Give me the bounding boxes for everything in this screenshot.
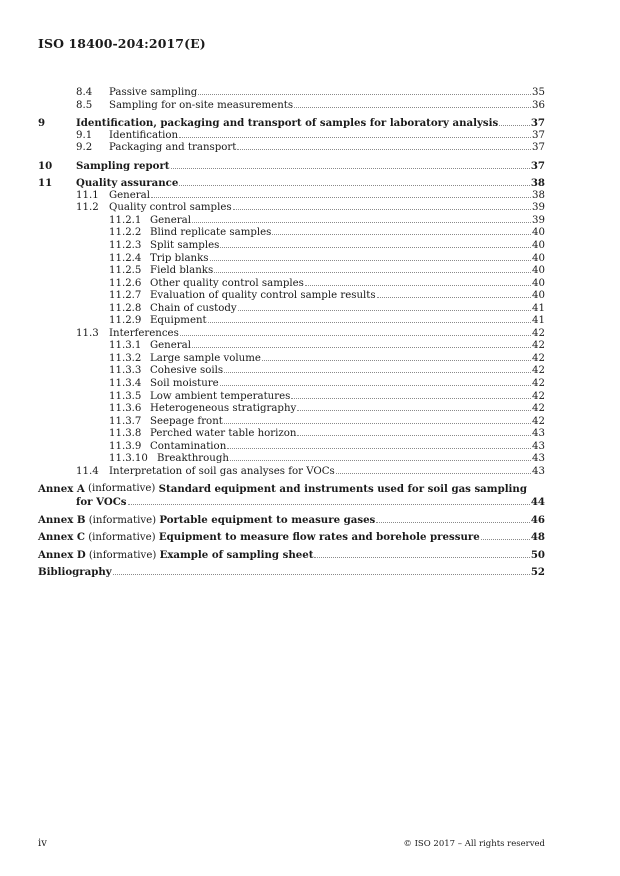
annex-kind: (informative) xyxy=(88,514,157,526)
dot-leader xyxy=(314,557,529,558)
toc-page: 42 xyxy=(532,352,545,364)
toc-title: General xyxy=(150,214,191,226)
toc-entry-11-3-6[interactable] xyxy=(38,403,545,416)
toc-page: 39 xyxy=(532,214,545,226)
dot-leader xyxy=(233,209,531,210)
annex-kind: (informative) xyxy=(87,483,156,495)
annex-label: Annex C xyxy=(38,531,85,544)
toc-title: Blind replicate samples xyxy=(150,227,272,239)
toc-entry-11-2-9[interactable] xyxy=(38,315,545,328)
copyright-notice: © ISO 2017 – All rights reserved xyxy=(403,839,545,849)
toc-number: 11.2.6 xyxy=(109,277,142,289)
annex-label: Annex A xyxy=(38,483,85,496)
annex-kind: (informative) xyxy=(88,549,157,561)
toc-entry-bibliography[interactable] xyxy=(38,566,545,579)
toc-title: Quality control samples xyxy=(109,202,232,214)
toc-page: 40 xyxy=(532,227,545,239)
toc-page: 43 xyxy=(532,428,545,440)
dot-leader xyxy=(272,234,531,235)
toc-number: 11.3.8 xyxy=(109,428,142,440)
toc-entry-11-2-1[interactable] xyxy=(38,215,545,228)
toc-number: 8.4 xyxy=(76,87,93,98)
table-of-contents xyxy=(38,87,545,579)
toc-number: 11.3.3 xyxy=(109,365,142,377)
toc-number: 9 xyxy=(38,117,46,130)
dot-leader xyxy=(230,460,531,461)
toc-title: Low ambient temperatures xyxy=(150,390,291,402)
toc-page: 37 xyxy=(530,159,545,172)
toc-title: Breakthrough xyxy=(157,453,229,465)
dot-leader xyxy=(376,522,530,523)
toc-page: 40 xyxy=(532,240,545,252)
toc-entry-11-1[interactable] xyxy=(38,190,545,203)
page-number: iv xyxy=(38,838,47,849)
toc-page: 40 xyxy=(532,277,545,289)
toc-page: 43 xyxy=(532,453,545,465)
toc-entry-11-3-7[interactable] xyxy=(38,416,545,429)
dot-leader xyxy=(297,435,531,436)
toc-number: 11.4 xyxy=(76,465,99,477)
toc-title: Split samples xyxy=(150,240,220,252)
toc-page: 50 xyxy=(530,548,545,561)
dot-leader xyxy=(224,372,531,373)
toc-entry-11-2-6[interactable] xyxy=(38,278,545,291)
dot-leader xyxy=(499,125,530,126)
toc-number: 11.2.8 xyxy=(109,302,142,314)
toc-number: 11.2.1 xyxy=(109,214,142,226)
toc-entry-9-1[interactable] xyxy=(38,130,545,143)
dot-leader xyxy=(208,322,531,323)
toc-title: Large sample volume xyxy=(150,352,261,364)
toc-page: 37 xyxy=(532,142,545,154)
toc-entry-11-2[interactable] xyxy=(38,202,545,215)
toc-page: 52 xyxy=(530,566,545,579)
toc-number: 11.3.5 xyxy=(109,390,142,402)
dot-leader xyxy=(297,410,531,411)
toc-number: 10 xyxy=(38,159,53,172)
toc-number: 11.3.4 xyxy=(109,378,142,390)
toc-number: 11.3 xyxy=(76,327,99,339)
toc-page: 43 xyxy=(532,440,545,452)
toc-entry-11-3-9[interactable] xyxy=(38,441,545,454)
toc-page: 35 xyxy=(532,87,545,98)
toc-number: 11.3.2 xyxy=(109,352,142,364)
toc-entry-annex-d[interactable] xyxy=(38,549,545,562)
toc-number: 9.2 xyxy=(76,142,93,154)
annex-title: Portable equipment to measure gases xyxy=(159,513,376,526)
toc-title: Soil moisture xyxy=(150,378,219,390)
toc-page: 37 xyxy=(532,129,545,141)
toc-page: 42 xyxy=(532,415,545,427)
annex-kind: (informative) xyxy=(88,532,156,544)
toc-entry-8-4[interactable] xyxy=(38,87,545,100)
toc-number: 11.3.9 xyxy=(109,440,142,452)
dot-leader xyxy=(220,247,531,248)
toc-page: 39 xyxy=(532,202,545,214)
annex-title-continued: for VOCs xyxy=(76,495,127,508)
dot-leader xyxy=(113,574,530,575)
toc-page: 48 xyxy=(530,531,545,544)
dot-leader xyxy=(224,423,531,424)
dot-leader xyxy=(128,504,530,505)
toc-page: 37 xyxy=(530,117,545,130)
dot-leader xyxy=(151,197,531,198)
toc-entry-11[interactable] xyxy=(38,177,545,190)
toc-entry-11-3-4[interactable] xyxy=(38,378,545,391)
toc-title: Packaging and transport xyxy=(109,142,237,154)
dot-leader xyxy=(179,137,531,138)
dot-leader xyxy=(305,285,531,286)
toc-number: 11.3.6 xyxy=(109,403,142,415)
toc-page: 43 xyxy=(532,465,545,477)
toc-entry-11-3-2[interactable] xyxy=(38,353,545,366)
toc-entry-annex-c[interactable] xyxy=(38,531,545,544)
toc-number: 11.2.2 xyxy=(109,227,142,239)
toc-title: Field blanks xyxy=(150,265,214,277)
toc-page: 42 xyxy=(532,403,545,415)
dot-leader xyxy=(238,310,531,311)
dot-leader xyxy=(198,94,531,95)
dot-leader xyxy=(210,260,532,261)
toc-title: Interferences xyxy=(109,327,179,339)
toc-page: 36 xyxy=(532,99,545,111)
toc-title: Quality assurance xyxy=(76,177,179,190)
toc-entry-annex-a[interactable] xyxy=(38,483,545,508)
annex-title: Standard equipment and instruments used for soil gas sampling xyxy=(158,483,527,496)
toc-page: 42 xyxy=(532,378,545,390)
toc-page: 41 xyxy=(532,315,545,327)
toc-title: Identification xyxy=(109,129,179,141)
toc-title: Trip blanks xyxy=(150,252,209,264)
toc-entry-11-2-5[interactable] xyxy=(38,265,545,278)
toc-entry-9-2[interactable] xyxy=(38,142,545,155)
dot-leader xyxy=(220,385,531,386)
toc-page: 41 xyxy=(532,302,545,314)
toc-number: 11.2.5 xyxy=(109,265,142,277)
toc-title: Perched water table horizon xyxy=(150,428,297,440)
document-id: ISO 18400-204:2017(E) xyxy=(38,36,206,51)
toc-page: 40 xyxy=(532,265,545,277)
dot-leader xyxy=(336,473,531,474)
toc-entry-9[interactable] xyxy=(38,117,545,130)
annex-label: Annex B xyxy=(38,513,86,526)
toc-title: General xyxy=(150,340,191,352)
toc-number: 11.2.3 xyxy=(109,240,142,252)
dot-leader xyxy=(214,272,531,273)
toc-entry-11-4[interactable] xyxy=(38,466,545,479)
toc-title: Heterogeneous stratigraphy xyxy=(150,403,297,415)
toc-number: 11.2.9 xyxy=(109,315,142,327)
toc-entry-11-3[interactable] xyxy=(38,328,545,341)
toc-entry-annex-b[interactable] xyxy=(38,514,545,527)
toc-entry-11-3-1[interactable] xyxy=(38,340,545,353)
dot-leader xyxy=(262,360,531,361)
annex-label: Annex D xyxy=(38,548,86,561)
toc-entry-11-3-10[interactable] xyxy=(38,453,545,466)
dot-leader xyxy=(180,335,531,336)
dot-leader xyxy=(179,185,529,186)
toc-entry-11-3-3[interactable] xyxy=(38,365,545,378)
toc-page: 42 xyxy=(532,390,545,402)
toc-page: 42 xyxy=(532,340,545,352)
toc-page: 42 xyxy=(532,365,545,377)
toc-number: 11.2 xyxy=(76,202,99,214)
toc-title: Bibliography xyxy=(38,566,112,579)
toc-title: Sampling report xyxy=(76,159,170,172)
toc-number: 11.2.4 xyxy=(109,252,142,264)
dot-leader xyxy=(237,149,531,150)
toc-entry-11-3-5[interactable] xyxy=(38,391,545,404)
dot-leader xyxy=(291,398,531,399)
toc-title: Seepage front xyxy=(150,415,223,427)
dot-leader xyxy=(171,168,530,169)
toc-title: Identification, packaging and transport of samples for laboratory analysis xyxy=(76,117,499,130)
toc-number: 8.5 xyxy=(76,99,93,111)
toc-entry-11-2-7[interactable] xyxy=(38,290,545,303)
annex-title: Example of sampling sheet xyxy=(159,548,314,561)
toc-number: 11.1 xyxy=(76,189,99,201)
toc-title: Chain of custody xyxy=(150,302,237,314)
toc-number: 11 xyxy=(38,177,53,190)
toc-page: 44 xyxy=(530,495,545,508)
toc-page: 40 xyxy=(532,290,545,302)
toc-page: 42 xyxy=(532,327,545,339)
toc-title: Passive sampling xyxy=(109,87,198,98)
toc-number: 9.1 xyxy=(76,129,93,141)
toc-number: 11.3.1 xyxy=(109,340,142,352)
toc-number: 11.3.7 xyxy=(109,415,142,427)
toc-page: 38 xyxy=(530,177,545,190)
toc-entry-11-2-2[interactable] xyxy=(38,227,545,240)
toc-title: Cohesive soils xyxy=(150,365,224,377)
dot-leader xyxy=(192,222,531,223)
toc-entry-11-2-8[interactable] xyxy=(38,303,545,316)
annex-title: Equipment to measure flow rates and borehole pressure xyxy=(158,531,480,544)
toc-entry-11-2-4[interactable] xyxy=(38,253,545,266)
dot-leader xyxy=(294,107,531,108)
toc-title: General xyxy=(109,189,150,201)
dot-leader xyxy=(481,539,530,540)
toc-title: Contamination xyxy=(150,440,227,452)
toc-number: 11.2.7 xyxy=(109,290,142,302)
toc-title: Other quality control samples xyxy=(150,277,304,289)
toc-title: Equipment xyxy=(150,315,207,327)
toc-entry-10[interactable] xyxy=(38,160,545,173)
toc-title: Evaluation of quality control sample results xyxy=(150,290,376,302)
toc-entry-8-5[interactable] xyxy=(38,100,545,113)
toc-page: 40 xyxy=(532,252,545,264)
toc-page: 46 xyxy=(530,513,545,526)
dot-leader xyxy=(377,297,531,298)
toc-entry-11-3-8[interactable] xyxy=(38,428,545,441)
toc-page: 38 xyxy=(532,189,545,201)
toc-number: 11.3.10 xyxy=(109,453,148,465)
dot-leader xyxy=(192,347,531,348)
toc-entry-11-2-3[interactable] xyxy=(38,240,545,253)
toc-title: Interpretation of soil gas analyses for VOCs xyxy=(109,465,335,477)
dot-leader xyxy=(227,448,531,449)
toc-title: Sampling for on-site measurements xyxy=(109,99,294,111)
